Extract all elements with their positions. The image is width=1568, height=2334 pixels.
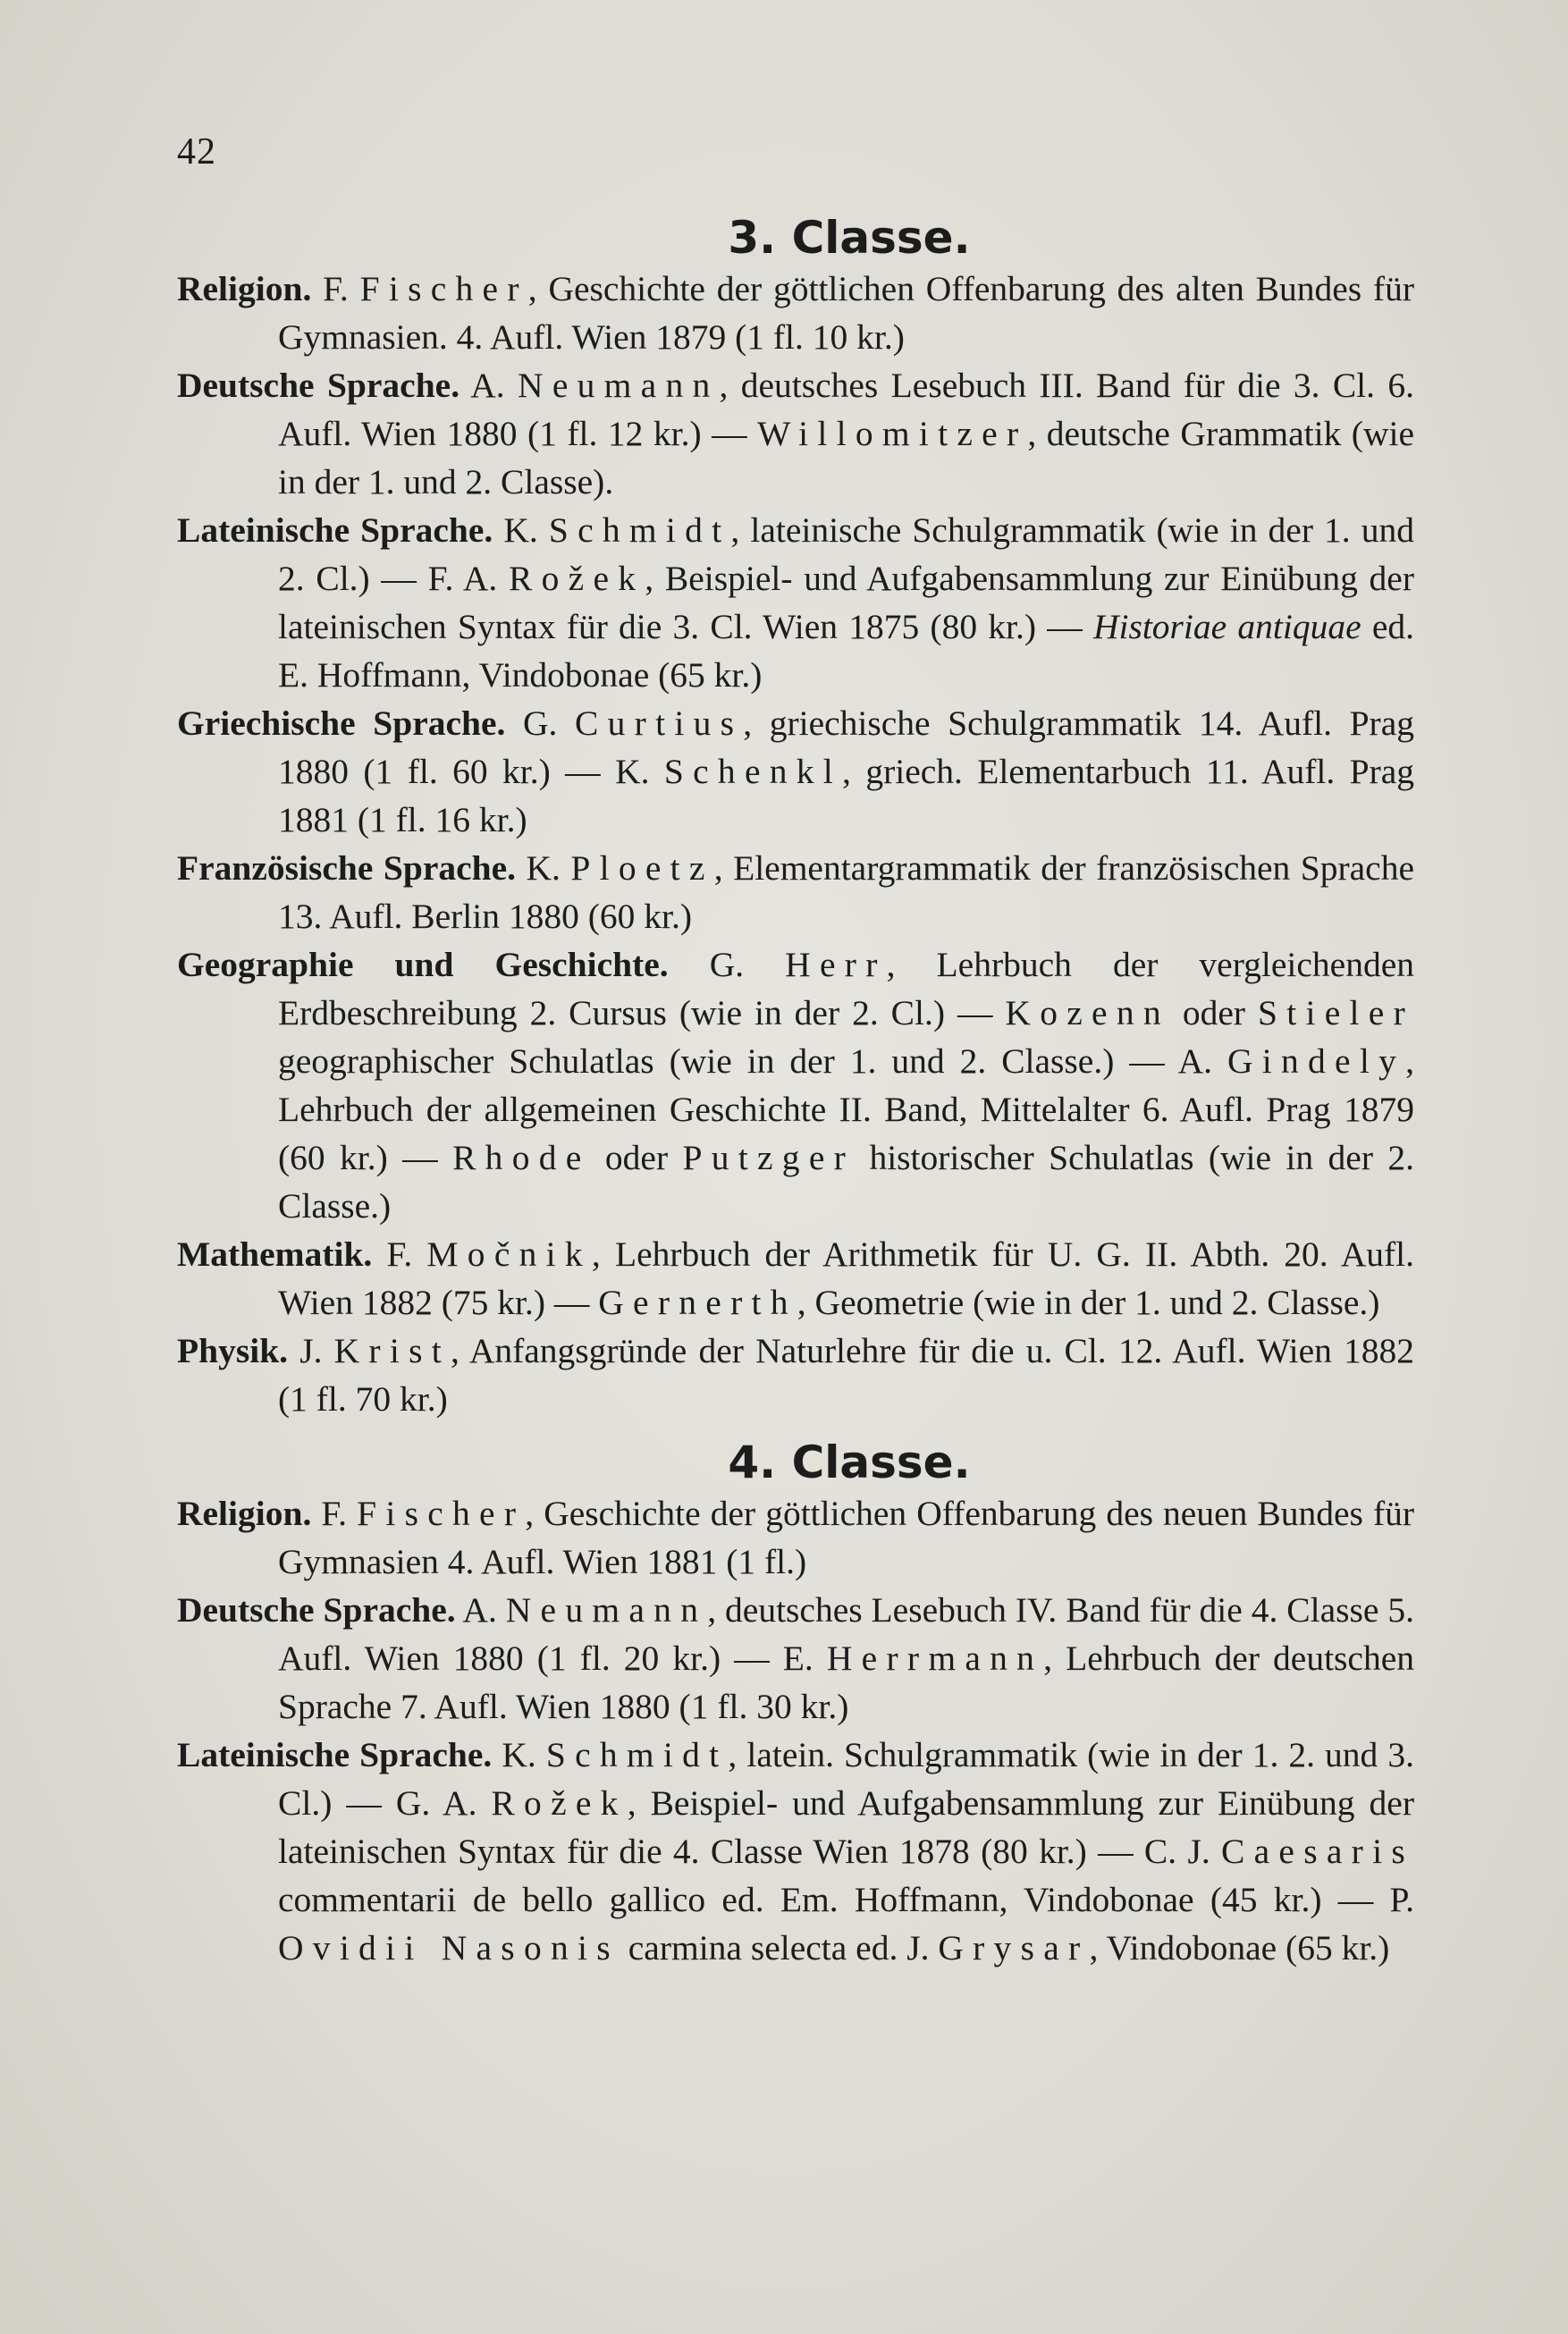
entry-text: , lateinische Schulgrammatik (wie in der 1. und 2. Cl.) — F. A. xyxy=(278,510,1414,598)
entry-text: , latein. Schulgrammatik (wie in der 1. 2. und 3. Cl.) — G. A. xyxy=(278,1735,1414,1823)
entry-text: oder xyxy=(590,1138,683,1177)
book-entry xyxy=(177,265,1414,361)
entry-text: F. xyxy=(372,1234,427,1274)
entry-text: carmina selecta ed. J. xyxy=(619,1928,939,1967)
book-entry xyxy=(177,844,1414,940)
page-number: 42 xyxy=(177,131,216,173)
entry-text: J. xyxy=(288,1331,334,1370)
book-entry xyxy=(177,1327,1414,1423)
author-name: Gindely xyxy=(1227,1041,1406,1081)
entry-text: , Elementargrammatik der französischen Sprache 13. Aufl. Berlin 1880 (60 kr.) xyxy=(278,848,1414,936)
entry-text: , Lehrbuch der allgemeinen Geschichte II. Band, Mittelalter 6. Aufl. Prag 1879 (60 kr.) — xyxy=(278,1041,1414,1177)
author-name: Curtius xyxy=(575,704,744,743)
entry-text: , Beispiel- und Aufgabensammlung zur Einübung der lateinischen Syntax für die 3. Cl. Wien 1875 (80 kr.) — xyxy=(278,559,1414,646)
subject-label: Geographie und Geschichte. xyxy=(177,945,669,984)
entry-text: , Beispiel- und Aufgabensammlung zur Einübung der lateinischen Syntax für die 4. Classe Wien 1878 (80 kr.) — C. J. xyxy=(278,1783,1414,1871)
book-entry xyxy=(177,1230,1414,1327)
author-name: Gernerth xyxy=(598,1283,797,1322)
page-content xyxy=(177,211,1414,1972)
entry-text: , Geschichte der göttlichen Offenbarung des alten Bundes für Gymnasien. 4. Aufl. Wien 1879 (1 fl. 10 kr.) xyxy=(278,269,1414,357)
author-name: Caesaris xyxy=(1221,1832,1414,1871)
entry-text: F. xyxy=(311,1494,358,1533)
entry-text: G. xyxy=(668,945,786,984)
entry-text: F. xyxy=(311,269,360,308)
subject-label: Französische Sprache. xyxy=(177,848,517,888)
subject-label: Religion. xyxy=(177,269,312,308)
entry-text: , Vindobonae (65 kr.) xyxy=(1089,1928,1390,1967)
author-name: Neumann xyxy=(505,1590,708,1630)
subject-label: Griechische Sprache. xyxy=(177,704,506,743)
author-name: Herr xyxy=(785,945,887,984)
entry-text: oder xyxy=(1169,993,1258,1032)
book-entry xyxy=(177,1586,1414,1731)
author-name: Schmidt xyxy=(545,1735,729,1774)
book-entry xyxy=(177,1731,1414,1972)
book-entry xyxy=(177,699,1414,844)
section-heading: 3. Classe. xyxy=(728,212,971,264)
entry-text: historischer Schulatlas (wie in der 2. Classe.) xyxy=(278,1138,1414,1226)
entry-text: A. xyxy=(459,366,518,405)
book-entry xyxy=(177,361,1414,506)
entry-text: K. xyxy=(516,848,571,888)
entry-text: , deutsche Grammatik (wie in der 1. und 2. Classe). xyxy=(278,414,1414,501)
author-name: Fischer xyxy=(359,269,528,308)
author-name: Rožek xyxy=(509,559,645,598)
italic-title: Historiae antiquae xyxy=(1092,607,1361,646)
entry-text: A. xyxy=(455,1590,506,1630)
subject-label: Deutsche Sprache. xyxy=(177,366,460,405)
author-name: Schenkl xyxy=(663,752,843,791)
entry-text: , Lehrbuch der Arithmetik für U. G. II. Abth. 20. Aufl. Wien 1882 (75 kr.) — xyxy=(278,1234,1414,1322)
entry-text: , Lehrbuch der deutschen Sprache 7. Aufl. Wien 1880 (1 fl. 30 kr.) xyxy=(278,1639,1414,1726)
author-name: Grysar xyxy=(938,1928,1090,1967)
entry-text: K. xyxy=(493,510,549,550)
entry-text: , Geschichte der göttlichen Offenbarung des neuen Bundes für Gymnasien 4. Aufl. Wien 1881 (1 fl.) xyxy=(278,1494,1415,1581)
entry-text: , deutsches Lesebuch III. Band für die 3. Cl. 6. Aufl. Wien 1880 (1 fl. 12 kr.) — xyxy=(278,366,1414,453)
entry-text: ed. E. Hoffmann, Vindobonae (65 kr.) xyxy=(278,607,1414,695)
entry-text: geographischer Schulatlas (wie in der 1. und 2. Classe.) — A. xyxy=(278,1041,1227,1081)
book-entry xyxy=(177,506,1414,699)
entry-text: G. xyxy=(505,704,576,743)
author-name: Ovidii Nasonis xyxy=(278,1928,620,1967)
entry-text: , deutsches Lesebuch IV. Band für die 4. Classe 5. Aufl. Wien 1880 (1 fl. 20 kr.) — E. xyxy=(278,1590,1414,1678)
subject-label: Physik. xyxy=(177,1331,289,1370)
author-name: Neumann xyxy=(518,366,720,405)
entry-text: , Anfangsgründe der Naturlehre für die u. Cl. 12. Aufl. Wien 1882 (1 fl. 70 kr.) xyxy=(278,1331,1415,1419)
author-name: Schmidt xyxy=(548,510,731,550)
subject-label: Lateinische Sprache. xyxy=(177,510,493,550)
subject-label: Religion. xyxy=(177,1494,312,1533)
author-name: Herrmann xyxy=(826,1639,1044,1678)
entry-text: , Lehrbuch der vergleichenden Erdbeschreibung 2. Cursus (wie in der 2. Cl.) — xyxy=(278,945,1414,1032)
author-name: Močnik xyxy=(426,1234,592,1274)
entry-text: , griech. Elementarbuch 11. Aufl. Prag 1881 (1 fl. 16 kr.) xyxy=(278,752,1415,839)
author-name: Putzger xyxy=(682,1138,856,1177)
entry-text: commentarii de bello gallico ed. Em. Hoffmann, Vindobonae (45 kr.) — P. xyxy=(278,1880,1414,1919)
author-name: Willomitzer xyxy=(757,414,1028,453)
author-name: Kozenn xyxy=(1005,993,1170,1032)
entry-text: , Geometrie (wie in der 1. und 2. Classe.) xyxy=(797,1283,1380,1322)
author-name: Krist xyxy=(333,1331,451,1370)
book-entry xyxy=(177,1489,1414,1586)
author-name: Stieler xyxy=(1258,993,1414,1032)
subject-label: Mathematik. xyxy=(177,1234,373,1274)
entry-text: , griechische Schulgrammatik 14. Aufl. Prag 1880 (1 fl. 60 kr.) — K. xyxy=(278,704,1414,791)
author-name: Rožek xyxy=(491,1783,628,1823)
entry-text: K. xyxy=(492,1735,546,1774)
author-name: Fischer xyxy=(357,1494,526,1533)
book-entry xyxy=(177,940,1414,1230)
subject-label: Deutsche Sprache. xyxy=(177,1590,456,1630)
section-heading: 4. Classe. xyxy=(728,1437,971,1488)
subject-label: Lateinische Sprache. xyxy=(177,1735,493,1774)
author-name: Ploetz xyxy=(570,848,714,888)
author-name: Rhode xyxy=(452,1138,591,1177)
